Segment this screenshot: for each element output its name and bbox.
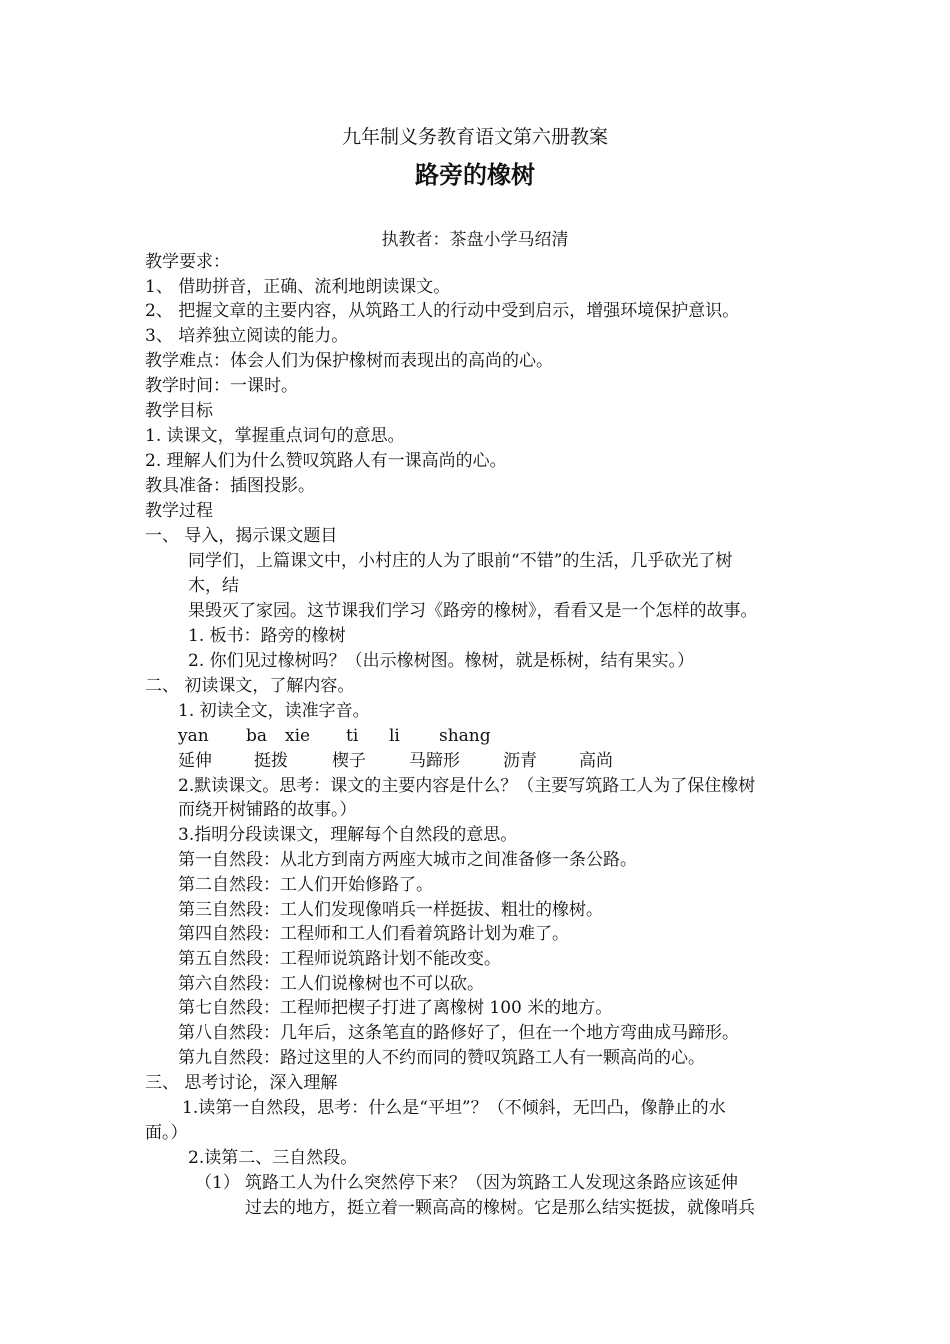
paragraph-summary: 第六自然段：工人们说橡树也不可以砍。 (178, 974, 484, 994)
vocabulary-word: 马蹄形 (409, 751, 460, 771)
sub-item-text: 筑路工人为什么突然停下来？（因为筑路工人发现这条路应该延伸 (245, 1173, 738, 1193)
goals-heading: 教学目标 (145, 401, 213, 421)
requirement-item: 1、 借助拼音，正确、流利地朗读课文。 (145, 277, 451, 297)
section-1-item: 2. 你们见过橡树吗？（出示橡树图。橡树，就是栎树，结有果实。） (188, 651, 695, 671)
document-subtitle: 九年制义务教育语文第六册教案 (341, 126, 608, 148)
sub-item-text: 过去的地方，挺立着一颗高高的橡树。它是那么结实挺拔，就像哨兵 (245, 1198, 755, 1218)
section-1-item: 1. 板书：路旁的橡树 (188, 626, 346, 646)
requirements-heading: 教学要求： (145, 252, 230, 272)
paragraph-summary: 第七自然段：工程师把楔子打进了离橡树 100 米的地方。 (178, 998, 613, 1018)
sub-item-number: （1） (195, 1173, 240, 1193)
materials-line: 教具准备：插图投影。 (145, 476, 315, 496)
section-1-paragraph: 同学们，上篇课文中，小村庄的人为了眼前“不错”的生活，几乎砍光了树 (188, 551, 733, 571)
pinyin: ti (346, 726, 359, 746)
section-1-paragraph: 果毁灭了家园。这节课我们学习《路旁的橡树》，看看又是一个怎样的故事。 (188, 601, 758, 621)
section-1-paragraph: 木，结 (188, 576, 239, 596)
paragraph-summary: 第一自然段：从北方到南方两座大城市之间准备修一条公路。 (178, 850, 637, 870)
section-3-question: 面。） (145, 1123, 188, 1143)
vocabulary-word: 楔子 (332, 751, 366, 771)
pinyin: xie (285, 726, 311, 746)
pinyin: yan (178, 726, 209, 746)
pinyin: ba (246, 726, 268, 746)
section-3-question: 1.读第一自然段，思考：什么是“平坦”？（不倾斜，无凹凸，像静止的水 (182, 1098, 726, 1118)
vocabulary-word: 沥青 (503, 751, 537, 771)
requirement-item: 2、 把握文章的主要内容，从筑路工人的行动中受到启示，增强环境保护意识。 (145, 301, 740, 321)
vocabulary-word: 挺拨 (254, 751, 288, 771)
requirement-item: 3、 培养独立阅读的能力。 (145, 326, 349, 346)
process-heading: 教学过程 (145, 501, 213, 521)
paragraph-summary: 第三自然段：工人们发现像哨兵一样挺拔、粗壮的橡树。 (178, 900, 603, 920)
paragraph-summary: 第五自然段：工程师说筑路计划不能改变。 (178, 949, 501, 969)
paragraph-summary: 第四自然段：工程师和工人们看着筑路计划为难了。 (178, 924, 569, 944)
section-3-question: 2.读第二、三自然段。 (188, 1148, 358, 1168)
vocabulary-word: 高尚 (579, 751, 613, 771)
author-line: 执教者：茶盘小学马绍清 (381, 230, 569, 250)
paragraph-summary: 第八自然段：几年后，这条笔直的路修好了，但在一个地方弯曲成马蹄形。 (178, 1023, 739, 1043)
difficulty-line: 教学难点：体会人们为保护橡树而表现出的高尚的心。 (145, 351, 553, 371)
section-2-item: 1. 初读全文，读准字音。 (178, 701, 370, 721)
section-1-heading: 一、 导入，揭示课文题目 (145, 526, 338, 546)
vocabulary-word: 延伸 (178, 751, 212, 771)
section-2-heading: 二、 初读课文，了解内容。 (145, 676, 355, 696)
pinyin: li (389, 726, 400, 746)
pinyin: shang (439, 726, 491, 746)
document-title: 路旁的橡树 (415, 161, 535, 189)
goal-item: 2. 理解人们为什么赞叹筑路人有一课高尚的心。 (145, 451, 507, 471)
time-line: 教学时间：一课时。 (145, 376, 298, 396)
section-3-heading: 三、 思考讨论，深入理解 (145, 1073, 338, 1093)
section-2-question: 3.指明分段读课文，理解每个自然段的意思。 (178, 825, 518, 845)
section-2-question: 而绕开树铺路的故事。） (178, 800, 357, 820)
paragraph-summary: 第九自然段：路过这里的人不约而同的赞叹筑路工人有一颗高尚的心。 (178, 1048, 705, 1068)
section-2-question: 2.默读课文。思考：课文的主要内容是什么？（主要写筑路工人为了保住橡树 (178, 776, 756, 796)
goal-item: 1. 读课文，掌握重点词句的意思。 (145, 426, 405, 446)
paragraph-summary: 第二自然段：工人们开始修路了。 (178, 875, 433, 895)
